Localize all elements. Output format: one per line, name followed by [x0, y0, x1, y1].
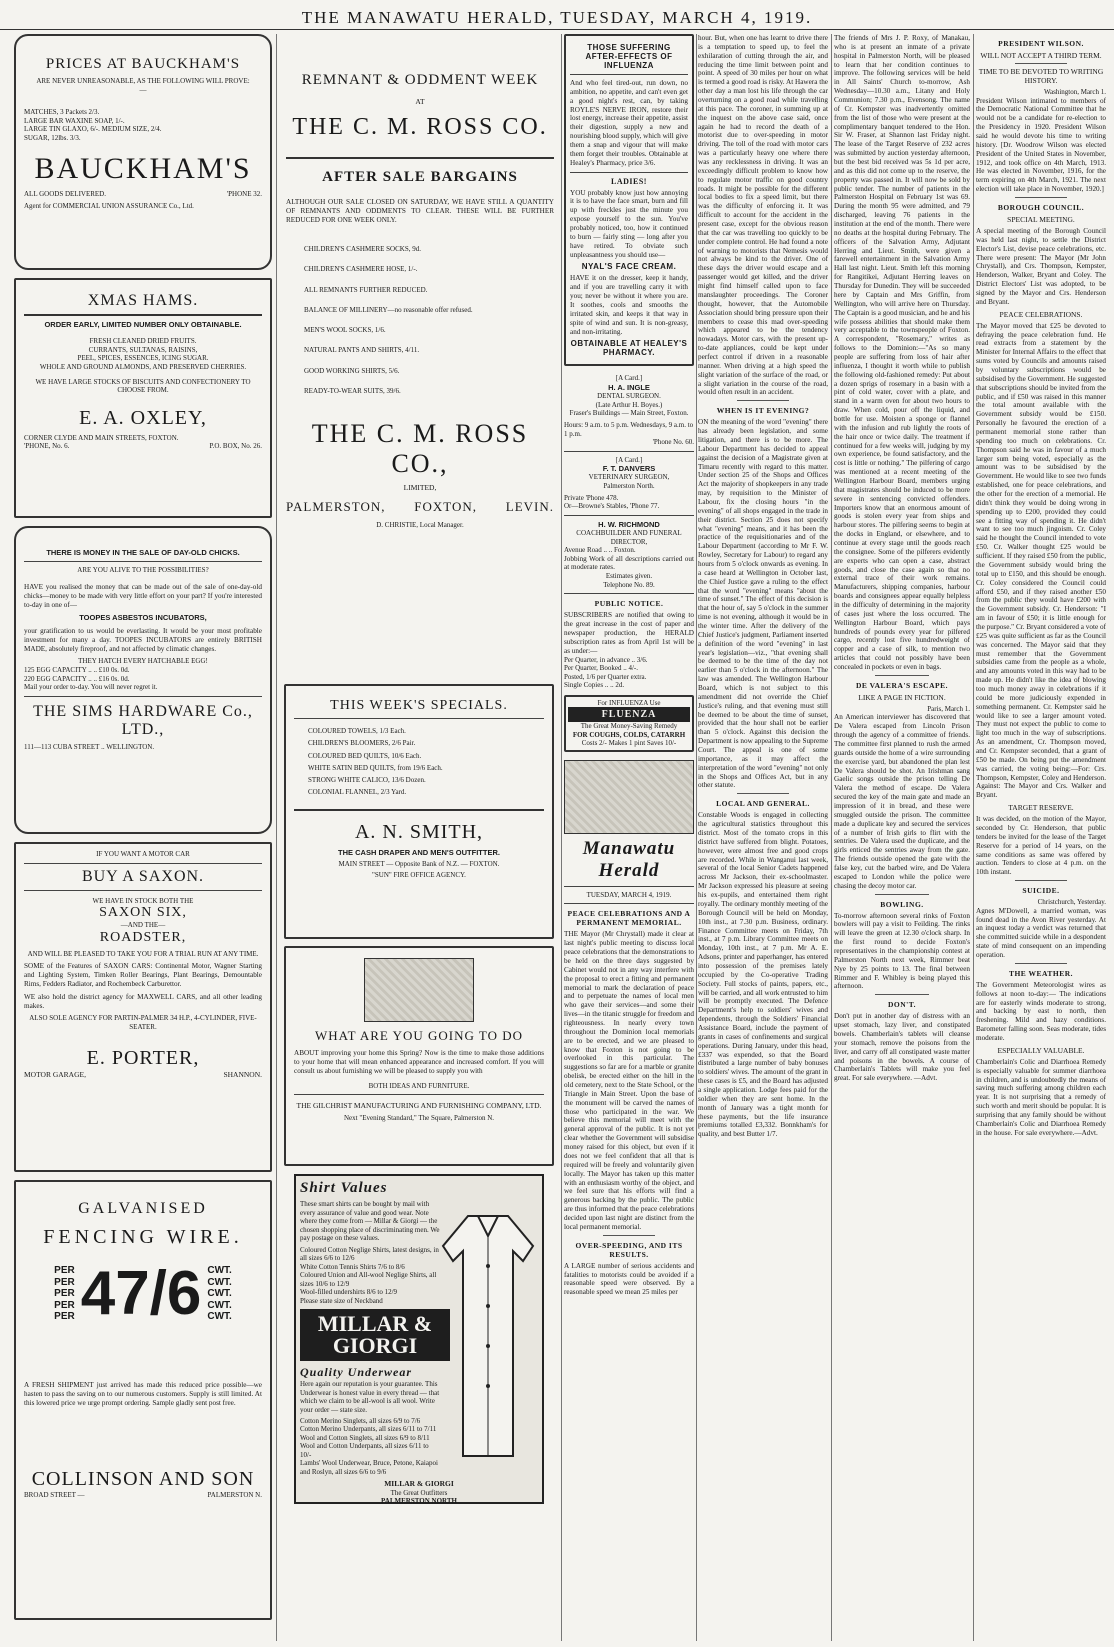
order-note: Mail your order to-day. You will never regret it.	[24, 683, 158, 692]
stock-note: WE HAVE IN STOCK BOTH THE	[92, 896, 194, 905]
ladies-body: YOU probably know just how annoying it is to have the face smart, burn and fill up with freckles just the minute you expose yourself to the sun. You've probably noticed, too, how it continued to burn — fairly sting — long after you have retired. To obviate such unpleasantness you should use—	[570, 188, 688, 259]
store-towns	[286, 499, 554, 515]
agency-note: "SUN" FIRE OFFICE AGENCY.	[372, 871, 466, 880]
product-line: FRESH CLEANED DRIED FRUITS.	[89, 337, 197, 346]
ad-at: AT	[415, 97, 425, 106]
rate-item: Single Copies .. .. 2d.	[564, 681, 625, 690]
rate-item: Posted, 1/6 per Quarter extra.	[564, 672, 647, 681]
rate-item: Per Quarter, Booked .. 4/-.	[564, 664, 638, 673]
price-item: LARGE BAR WAXINE SOAP, 1/-.	[24, 116, 125, 125]
dentist-name: H. A. INGLE	[608, 383, 650, 393]
per-label: PER	[54, 1276, 75, 1288]
ross-sale-ad	[280, 72, 560, 529]
po-box: P.O. BOX, No. 26.	[209, 442, 262, 451]
bargain-item: ALL REMNANTS FURTHER REDUCED.	[304, 285, 428, 294]
vet-phone: Private 'Phone 478.	[564, 493, 619, 502]
store-name: A. N. SMITH,	[354, 820, 484, 843]
bargain-item: READY-TO-WEAR SUITS, 39/6.	[304, 387, 401, 396]
article-heading: OVER-SPEEDING, AND ITS RESULTS.	[575, 1240, 683, 1259]
garage-town: SHANNON.	[223, 1070, 262, 1080]
dentist-hours: Hours: 9 a.m. to 5 p.m. Wednesdays, 9 a.m. to 1 p.m.	[564, 420, 694, 438]
ad-subtitle: ORDER EARLY, LIMITED NUMBER ONLY OBTAINABLE.	[44, 320, 242, 329]
rate-item: Per Quarter, in advance .. 3/6.	[564, 655, 648, 664]
cwt-label: CWT.	[207, 1288, 232, 1300]
cwt-label: CWT.	[207, 1276, 232, 1288]
company-name: THE GILCHRIST MANUFACTURING AND FURNISHING COMPANY, LTD.	[296, 1101, 542, 1111]
dentist-phone: 'Phone No. 60.	[652, 438, 694, 447]
dentist-address: Fraser's Buildings — Main Street, Foxton.	[569, 409, 689, 418]
phone-number: 'PHONE 32.	[226, 190, 262, 199]
article-heading: PRESIDENT WILSON.	[998, 39, 1084, 48]
town-name: PALMERSTON,	[286, 498, 386, 514]
fluenza-kicker: For INFLUENZA Use	[597, 698, 661, 707]
coachbuilder-body: Jobbing Work of all descriptions carried out at moderate rates.	[564, 554, 694, 572]
product-line: WHOLE AND GROUND ALMONDS, AND PRESERVED CHERRIES.	[39, 362, 247, 371]
store-name: E. PORTER,	[86, 1047, 200, 1070]
millar-giorgi-ad	[294, 1174, 544, 1504]
model-name: SAXON SIX,	[99, 905, 187, 921]
article-heading: THE WEATHER.	[1008, 968, 1074, 978]
ad-title: THOSE SUFFERING AFTER-EFFECTS OF INFLUENZA	[585, 43, 673, 70]
coachbuilder-title: COACHBUILDER AND FUNERAL DIRECTOR,	[576, 528, 682, 546]
card-label: [A Card.]	[615, 455, 643, 464]
local-manager: D. CHRISTIE, Local Manager.	[376, 520, 464, 529]
per-labels	[54, 1265, 75, 1323]
column-rule	[276, 34, 277, 1641]
bargain-item: MEN'S WOOL SOCKS, 1/6.	[304, 326, 386, 335]
bargain-item: GOOD WORKING SHIRTS, 5/6.	[304, 366, 400, 375]
ad-subtitle: ARE NEVER UNREASONABLE, AS THE FOLLOWING WILL PROVE:—	[36, 77, 250, 94]
town-name: FOXTON,	[414, 498, 477, 514]
garage-name: MOTOR GARAGE,	[24, 1070, 86, 1080]
article-body: Constable Woods is engaged in collecting the agricultural statistics throughout this district. Most of the tomato crops in this district have suffered from blight. Potatoes, however, were almost free and good crops are recorded. While in Wanganui last week, several of the local Senior Cadets happened across Mr Jackson, their ex-schoolmaster. Mr Jackson expressed his pleasure at seeing his ex-pupils, and entertained them right royally. The ordinary monthly meeting of the Borough Council will be held on Monday, 10th inst., at 7.30 p.m. Business, ordinary. Finance Committee meets on Friday, 7th inst., at 7 p.m. Library Committee meets on Monday, 10th inst., at 7 p.m. Mr A. E. Adsons, printer and paperhanger, has entered into possession of the premises lately occupied by the Co-operative Trading Society. Full stocks of paints, papers, etc., will be carried, and all work entrusted to him will be promptly executed. The Defence Department's help to soldiers' wives and dependents, through the Soldiers' Financial Assistance Board, include the payment of grants in cases of confinements and surgical operations. During January, under this head, £337 was expended, so that the Board distributed a large number of baby bonuses to soldiers' wives. The amount of the grant in these cases is £5, and the Board has adjusted a single application. Lodge fees paid for the soldier when they are sent home. In the month of January was a tight month for these payments, but the life insurance premiums totalled £3,332. Bonnkham's for quality, and best Butter 1/7.	[698, 811, 828, 1139]
furniture-illustration	[364, 958, 474, 1022]
column-rule	[561, 34, 562, 1641]
sole-agency: ALSO SOLE AGENCY FOR PARTIN-PALMER 34 H.P., 4-CYLINDER, FIVE-SEATER.	[29, 1014, 257, 1031]
store-street: BROAD STREET —	[24, 1490, 85, 1499]
capacity-price: 220 EGG CAPACITY .. .. £16 0s. 0d.	[24, 674, 130, 683]
store-tagline: The Great Outfitters	[390, 1488, 448, 1497]
cwt-labels	[207, 1265, 231, 1323]
store-address: CORNER CLYDE AND MAIN STREETS, FOXTON.	[24, 433, 179, 442]
article-subheading: LIKE A PAGE IN FICTION.	[858, 692, 946, 702]
special-item: COLOURED BED QUILTS, 10/6 Each.	[308, 751, 422, 760]
shirt-item: Coloured Cotton Neglige Shirts, latest designs, in all sizes 6/6 to 12/6	[300, 1245, 439, 1263]
shirt-item: Coloured Union and All-wool Neglige Shirts, all sizes 10/6 to 12/9	[300, 1271, 437, 1288]
coachbuilder-address: Avenue Road .. .. Foxton.	[564, 546, 636, 555]
issue-date: TUESDAY, MARCH 4, 1919.	[586, 890, 672, 899]
brand-block: MILLAR & GIORGI	[300, 1309, 450, 1361]
ad-title: BUY A SAXON.	[81, 867, 205, 885]
article-body: hour. But, when one has learnt to drive there is a temptation to speed up, to feel the exhilaration of cutting through the air, and reducing the time limit between point and point. A speed of 30 miles per hour on what is termed a good road is risky. At Hawera the other day a man lost his life through the car overturning on a good road while travelling at this pace. The coroner, in summing up at the inquest on the above case said, once again he had to record the death of a motorist due to over-speeding in motor driving. The toll of the road with motor cars was a particularly heavy one where there was any recklessness in driving. It was an exceedingly difficult problem to know how to regulate motor traffic on good country roads. It might be possible for the different local bodies to fix a speed limit, but there was the difficulty of enforcing it. It was difficult to account for the accident in the present case, except for the obvious reason that the car was travelling too quickly to be under complete control. He had found a note of warning to motorists that Nemesis would not always be kind to the driver. One of these days the driver would escape and a passenger would get killed, and the driver might find himself called upon to face manslaughter proceedings. The Coroner thought, however, that the Automobile Association should bring pressure upon their members to cease this mad over-speeding which appeared to be the tendency nowadays. Motor cars, with the present up-to-date appliances, could be kept under perfect control if driven in a reasonable manner. When driving at a high speed the slight variation of the surface of the road, or a slight variation in the course of the road, would often result in an accident.	[698, 34, 828, 397]
town-name: LEVIN.	[505, 498, 554, 514]
ad-body: HAVE you realised the money that can be made out of the sale of one-day-old chicks—money to be made with very little effort on your part? If you're interested to-day in one of—	[24, 582, 262, 609]
store-name: MILLAR & GIORGI	[384, 1479, 454, 1489]
shirt-item: Please state size of Neckband	[300, 1296, 383, 1305]
column-2	[280, 34, 560, 1641]
pharmacy-note: OBTAINABLE AT HEALEY'S PHARMACY.	[570, 339, 688, 358]
per-label: PER	[54, 1288, 75, 1300]
quality-title: Quality Underwear	[300, 1365, 413, 1380]
notice-heading: PUBLIC NOTICE.	[594, 599, 664, 609]
article-body: President Wilson intimated to members of the Democratic National Committee that he would not be a candidate for re-election to the Presidency in 1920. President Wilson said he would devote his time to writing history. [Dr. Woodrow Wilson was elected President of the United States in November, 1912, and took office on 4th March, 1913. He was elected in November, 1916, for the term expiring on 4th March, 1921. The next election will take place in November, 1920.]	[976, 96, 1106, 194]
special-item: CHILDREN'S BLOOMERS, 2/6 Pair.	[308, 739, 416, 748]
ad-title: THERE IS MONEY IN THE SALE OF DAY-OLD CHICKS.	[46, 548, 240, 557]
column-rule	[696, 34, 697, 1641]
gilchrist-ad	[284, 946, 554, 1166]
cwt-label: CWT.	[207, 1311, 232, 1323]
dateline: Washington, March 1.	[1043, 88, 1106, 96]
article-body: The friends of Mrs J. P. Roxy, of Manakau, who is at present an inmate of a private hospital in Palmerston North, will be pleased to learn that her condition continues to improve. The following services will be held in All Saints' Church to-morrow, Ash Wednesday—10.30 a.m., Litany and Holy Communion; 7.30 p.m., Evensong. The name of Cr. Kempster was inadvertently omitted from the list of those who were present at the complimentary banquet tendered to the Hon. Sir W. Fraser, at Shannon last Friday night. The lease of the Target Reserve of 232 acres was submitted by auction yesterday afternoon, but the best bid received was 5s 1d per acre, and as this did not come up to the reserve, the property was passed in. It will now be sold by public tender. The number of patients in the Palmerston Hospital on February 1st was 69. During the month 95 were admitted, and 79 discharged, leaving 76 patients in the institution at the end of the month. There were no deaths at the hospital during February. The officers of the Salvation Army, Adjutant Herring and Lieut. Smith, were given a farewell entertainment in the Salvation Army Hall last night. Lieut. Smith left this morning for Rangitikei, Adjutant Herring leaves on Thursday for Dunedin. They will be succeeded here by Captain and Mrs Griffin, from Wellington, who will arrive here on Thursday. The Captain is a good musician, and he and his wife possess abilities that should make them very acceptable to the townspeople of Foxton. A correspondent, "Rosemary," writes as follows to the Dominion:—"As so many people are suffering from loss of hair after influenza, I thought it worth while to publish the following old-fashioned remedy: Put about a dozen sprigs of rosemary in a basin with a pint of cold water, cover with a plate, and stand in a warm oven for about two hours to draw. When cold, pour off the liquid, and bottle for use. Moisten a sponge or flannel with the infusion and rub lightly the roots of the hair once or twice daily. The treatment if continued for a few weeks will, judging by my own experience, be found satisfactory, and the cost is little or nothing." The pilfering of cargo was mentioned at a recent meeting of the Wellington Harbour Board, members urging that magistrates should be induced to be more severe in sentencing convicted offenders. Importers know that an enormous amount of goods is stolen every year from ships and harbour stores. The pilfering seems to begin at the docks in England, or elsewhere, and to continue at every stage until the goods reach the consignee. Some of the pilferers evidently are experts who can open a case, abstract goods, and close the case again so that no external trace of their work remains. Manufacturers, shipping companies, harbour boards and consignees appear equally helpless in the difficulty of determining in the majority of cases just where the loss occurred. The Wellington Harbour Board, which pays hundreds of pounds every year for pilfered cargo, recently lost five hundredweight of copper and a case of silk, to mention two articles that could not possibly have been concealed in pockets or even in bags.	[834, 34, 970, 672]
article-heading: DON'T.	[887, 1000, 917, 1010]
agency-note: WE also hold the district agency for MAXWELL CARS, and all other leading makes.	[24, 992, 262, 1010]
collinson-ad	[14, 1180, 272, 1620]
article-heading: LOCAL AND GENERAL.	[716, 799, 810, 809]
article-subheading: SPECIAL MEETING.	[1007, 214, 1075, 224]
royles-nerve-iron-ad	[564, 34, 694, 366]
ad-kicker: REMNANT & ODDMENT WEEK	[301, 72, 539, 88]
fluenza-ad	[564, 695, 694, 752]
rate-list	[564, 656, 694, 690]
estimates-note: Estimates given.	[605, 572, 653, 581]
model-and: —AND THE—	[120, 921, 166, 930]
cwt-label: CWT.	[207, 1265, 232, 1277]
article-body: Don't put in another day of distress with an upset stomach, lazy liver, and constipated bowels. Chamberlain's tablets will cleanse your stomach, remove the poisons from the liver, and carry off all constipated waste matter and poisons in the bowels. A course of Chamberlain's Tablets will make you feel great. For sale everywhere. —Advt.	[834, 1012, 970, 1083]
delivery-note: ALL GOODS DELIVERED.	[24, 190, 106, 199]
article-body: THE Mayor (Mr Chrystall) made it clear at last night's public meeting to discuss local peace celebrations that the demonstrations to be held on the three days suggested by Cabinet would not in any way interfere with the proposal to erect a fitting and permanent memorial to mark the declaration of peace and to perpetuate the names of local men who gave their services—and some their lives—in the titanic struggle for freedom and righteousness. In nearly every town throughout the Dominion local memorials are to be erected, and we are pleased to know that Foxton is not going to be overlooked in this particular. The suggestions so far are for a marble or granite obelisk, be erected either on the hill in the old cemetery, next to the State School, or the Triangle in Main Street. Upon the base of the monument will be carved the names of those who participated in the war. We believe this memorial will meet with the general approval of the public. It is not yet clear whether the Government will subsidise money raised for this object, but even if it does not we feel confident that all that is required will be freely and voluntarily given locally. The Mayor has taken up this matter with an enthusiasm worthy of the object, and we feel sure that his efforts will find a generous backing by the public. The public are thus informed that the peace celebrations decided upon last night are distinct from the local permanent memorial.	[564, 930, 694, 1231]
coachbuilder-name: H. W. RICHMOND	[598, 519, 660, 529]
trial-note: AND WILL BE PLEASED TO TAKE YOU FOR A TRIAL RUN AT ANY TIME.	[27, 949, 259, 958]
shirt-item: Wool-filled undershirts 8/6 to 12/9	[300, 1288, 398, 1297]
special-item: COLONIAL FLANNEL, 2/3 Yard.	[308, 788, 407, 797]
vet-address: Palmerston North.	[603, 482, 655, 491]
store-name: THE C. M. ROSS CO.,	[311, 419, 529, 479]
ad-footer	[24, 442, 262, 451]
article-heading: BOWLING.	[880, 899, 924, 909]
product-line: PEEL, SPICES, ESSENCES, ICING SUGAR.	[77, 354, 209, 363]
agent-note: Agent for COMMERCIAL UNION ASSURANCE Co., Ltd.	[24, 201, 194, 210]
ad-footer	[24, 190, 262, 199]
vet-title: VETERINARY SURGEON,	[588, 473, 670, 482]
underwear-item: Wool and Cotton Underpants, all sizes 6/11 to 10/-	[300, 1442, 429, 1459]
price-item: SUGAR, 12lbs. 3/3.	[24, 133, 81, 142]
article-body: It was decided, on the motion of the Mayor, seconded by Cr. Henderson, that public tenders be invited for the lease of the Target Reserve for a period of 14 years, on the same conditions as same was offered by auction. Tenders to close at 4 p.m. on the 10th instant.	[976, 815, 1106, 877]
column-rule	[831, 34, 832, 1641]
store-address: MAIN STREET — Opposite Bank of N.Z. — FOXTON.	[338, 859, 500, 868]
special-item: WHITE SATIN BED QUILTS, from 19/6 Each.	[308, 763, 443, 772]
card-label: [A Card.]	[615, 374, 643, 383]
per-label: PER	[54, 1265, 75, 1277]
underwear-item: Cotton Merino Underpants, all sizes 6/11 to 7/11	[300, 1425, 437, 1434]
fluenza-price: Costs 2/- Makes 1 pint Saves 10/-	[581, 739, 677, 748]
store-name: THE C. M. ROSS CO.	[292, 114, 548, 141]
bauckham-ad	[14, 34, 272, 270]
product-name: TOOPES ASBESTOS INCUBATORS,	[79, 613, 207, 623]
ad-title: FENCING WIRE.	[43, 1226, 243, 1248]
underwear-price-list	[300, 1417, 440, 1477]
ad-title: AFTER SALE BARGAINS	[322, 169, 518, 186]
dentist-title: DENTAL SURGEON.	[597, 392, 661, 401]
ad-footer	[24, 1491, 262, 1500]
ad-title: XMAS HAMS.	[87, 292, 199, 309]
price-item: LARGE TIN GLAXO, 6/-. MEDIUM SIZE, 2/4.	[24, 125, 162, 134]
article-subheading: TARGET RESERVE.	[1008, 803, 1074, 813]
article-body: To-morrow afternoon several rinks of Foxton bowlers will pay a visit to Feilding. The rinks will leave the green at 12.30 o'clock sharp. In the first round to decide Foxton's representatives in the championship contest at Palmerston North next week, Rimmer beat Nye by 25 points to 13. The final between Rimmer and F. Whibley is being played this afternoon.	[834, 911, 970, 991]
store-town: PALMERSTON N.	[207, 1490, 262, 1499]
coachbuilder-phone: Telephone No. 89.	[603, 580, 655, 589]
article-subheading: WILL NOT ACCEPT A THIRD TERM.	[980, 51, 1102, 60]
ad-body: ALTHOUGH OUR SALE CLOSED ON SATURDAY, WE HAVE STILL A QUANTITY OF REMNANTS AND ODDMENTS TO CLEAR. THESE WILL BE FURTHER REDUCED FOR ONE WEEK ONLY.	[286, 198, 554, 225]
store-name: THE SIMS HARDWARE Co.,	[33, 702, 253, 720]
bedroom-illustration	[564, 760, 694, 834]
article-body: The Government Meteorologist wires as follows at noon to-day:— The indications are for easterly winds moderate to strong, and backing by east to north, then freshening. Mild and hazy conditions. Barometer falling soon. Seas moderate, tides moderate.	[976, 980, 1106, 1042]
column-4	[698, 34, 828, 1641]
smith-ad	[284, 684, 554, 939]
porter-saxon-ad	[14, 842, 272, 1172]
price-list	[24, 108, 262, 142]
cream-body: HAVE it on the dresser, keep it handy, and if you are travelling carry it with you; never be without it where you are. It soothes, cools and smooths the irritated skin, and keeps it that way in spite of wind and sun. It is non-greasy, and non-irritating.	[570, 274, 688, 336]
price-item: MATCHES, 3 Packets 2/3.	[24, 108, 100, 117]
column-5	[834, 34, 970, 1641]
ad-title: THIS WEEK'S SPECIALS.	[330, 698, 508, 713]
quality-body: Here again our reputation is your guarantee. This Underwear is honest value in every thread — that which we claim to be all-wool is all wool. Write your order — state size.	[300, 1380, 440, 1414]
cwt-label: CWT.	[207, 1299, 232, 1311]
special-item: STRONG WHITE CALICO, 13/6 Dozen.	[308, 776, 426, 784]
ideas-note: BOTH IDEAS AND FURNITURE.	[368, 1081, 470, 1090]
company-address: Next "Evening Standard," The Square, Palmerston N.	[343, 1114, 495, 1123]
article-heading: SUICIDE.	[1022, 886, 1060, 896]
shirt-item: White Cotton Tennis Shirts 7/6 to 8/6	[300, 1262, 405, 1271]
model-name: ROADSTER,	[99, 929, 187, 945]
ad-footer	[24, 1070, 262, 1079]
article-body: An American interviewer has discovered that De Valera escaped from Lincoln Prison through the agency of a committee of friends. The committee first planned to rush the armed guards outside the home of a wire surrounding the exercise yard, but abandoned the plan lest De Valera should be shot. An Irishman sang Gaelic songs outside the prison telling De Valera the method of escape. De Valera secured the key of the main gate and made an impression of it in bread, and these were smuggled outside the prison. The committee made a duplicate key and secured the services of a number of Irish girls to flirt with the sentries. De Valera used the duplicate, and the girls enticed the sentries away from the gate. The friends outside opened the gate with the false key, cut the barbed wire, and De Valera escaped to London while the police were chasing the decoy motor car.	[834, 713, 970, 890]
bargain-item: CHILDREN'S CASHMERE HOSE, 1/-.	[304, 265, 418, 274]
ad-title: GALVANISED	[78, 1200, 208, 1217]
store-suffix: LTD.,	[121, 720, 165, 738]
article-body: A LARGE number of serious accidents and fatalities to motorists could be avoided if a reasonable speed were observed. By a reasonable speed we mean 25 miles per	[564, 1261, 694, 1297]
underwear-item: Cotton Merino Singlets, all sizes 6/9 to 7/6	[300, 1416, 421, 1425]
per-label: PER	[54, 1299, 75, 1311]
product-name: NYAL'S FACE CREAM.	[581, 262, 677, 272]
store-name: E. A. OXLEY,	[79, 406, 207, 429]
specials-list	[294, 725, 544, 799]
column-1	[14, 34, 272, 1641]
phone-number: 'PHONE, No. 6.	[24, 442, 70, 451]
sims-hardware-ad	[14, 526, 272, 834]
product-lines	[24, 337, 262, 394]
article-body: ON the meaning of the word "evening" there has already been legislation, and some litigation, and there is to be more. The Labour Department has decided to appeal against the decision of a Magistrate given at Timaru recently with regard to this matter. Under section 25 of the Shops and Offices Act the majority of shopkeepers in any trade may, by requisition to the Minister of Labour, fix the closing hours "in the evening" of all shops engaged in the trade in their district. Section 25 does not specify what "evening" means, and it has been the practice of the requisitionaries and of the Labour Department (according to Mr F. W. Rowley, Secretary for Labour) to regard any hours from 5 o'clock onwards as evening. In a case heard at Wellington in October last, the Chief Justice gave a ruling to the effect that the word "evening" means "about the time of sunset." The effect of this decision is that the hour of, say 5 o'clock in the summer time is not evening, although it would be in the winter time. After the delivery of the Chief Justice's judgment, Parliament inserted a definition of the word "evening" in last year's legislation—viz., "that evening shall be deemed to be the time of the day not earlier than 5 o'clock in the afternoon." The law was amended. The Wellington Harbour Board, which is not subject to this amendment did not override the Chief Justice's ruling, and that evening must still be deemed to be about the time of sunset, provided that the hour shall not be earlier than 5 o'clock. Against this decision the Department is now appealing to the Supreme Court. The appeal is one of some importance, as it may affect the interpretation of the word "evening" not only in the Shops and Offices Act, but in any other statute.	[698, 418, 828, 790]
underwear-item: Lambs' Wool Underwear, Bruce, Petone, Kaiapoi and Roslyn, all sizes 6/6 to 9/6	[300, 1459, 438, 1476]
column-6	[976, 34, 1106, 1641]
store-tagline: THE CASH DRAPER AND MEN'S OUTFITTER.	[338, 847, 500, 857]
bargain-item: BALANCE OF MILLINERY—no reasonable offer refused.	[304, 305, 473, 314]
vet-stables: Or—Browne's Stables, 'Phone 77.	[564, 502, 660, 511]
hatch-note: THEY HATCH EVERY HATCHABLE EGG!	[78, 657, 208, 666]
article-heading: WHEN IS IT EVENING?	[716, 406, 810, 416]
column-3	[564, 34, 694, 1641]
store-name: COLLINSON AND SON	[31, 1467, 255, 1490]
column-rule	[973, 34, 974, 1641]
ad-body: your gratification to us would be everlasting. It would be your most profitable investment for many a day. TOOPES INCUBATORS are entirely BRITISH MADE, absolutely fireproof, and not affected by climatic changes.	[24, 626, 262, 653]
article-heading: DE VALERA'S ESCAPE.	[856, 680, 948, 690]
wire-price: 47/6	[80, 1259, 202, 1328]
ad-body: And who feel tired-out, run down, no ambition, no appetite, and can't even get a good night's rest, can, by taking ROYLE'S NERVE IRON, restore their lost energy, increase their appetite, assist their digestion, supply a new and nourishing blood supply, which will give them a snap and vigour that will make them forget their troubles. Obtainable at Healey's Pharmacy, price 3/6.	[570, 79, 688, 167]
article-heading: PEACE CELEBRATIONS AND A PERMANENT MEMORIAL.	[567, 909, 691, 928]
bargain-item: NATURAL PANTS AND SHIRTS, 4/11.	[304, 346, 420, 355]
ad-title: WHAT ARE YOU GOING TO DO	[314, 1028, 524, 1043]
special-item: COLOURED TOWELS, 1/3 Each.	[308, 727, 406, 735]
bargain-item: CHILDREN'S CASHMERE SOCKS, 9d.	[304, 244, 421, 253]
underwear-item: Wool and Cotton Singlets, all sizes 6/9 to 8/11	[300, 1433, 430, 1442]
fluenza-sub: The Great Money-Saving Remedy	[580, 722, 678, 731]
features-note: SOME of the Features of SAXON CARS: Continental Motor, Wagner Starting and Lighting System, Timken Roller Bearings, Plant Bearings, Demountable Rims, Fedders Radiator, and Rochembeck Carburettor.	[24, 962, 262, 988]
article-body: A special meeting of the Borough Council was held last night, to settle the District Elector's List, devise peace celebrations, etc. There were present: The Mayor (Mr John Chrystall), and Crs. Thompson, Kempster, Henderson, Walker, Bryant and Coley. The District Electors' List was adopted, to be signed by the Mayor and Crs. Henderson and Bryant.	[976, 226, 1106, 306]
store-limited: LIMITED,	[403, 483, 437, 493]
product-line: CURRANTS, SULTANAS, RAISINS,	[88, 345, 198, 354]
shirt-illustration	[438, 1206, 538, 1466]
notice-body: SUBSCRIBERS are notified that owing to the great increase in the cost of paper and newspaper production, the HERALD subscription rates as from April 1st will be as under:—	[564, 611, 694, 655]
newspaper-title: Manawatu Herald	[582, 837, 676, 881]
ad-body: These smart shirts can be bought by mail with every assurance of value and good wear. Note where they come from — Millar & Giorgi — the chosen shopping place of discriminating men. We pay postage on these values.	[300, 1200, 440, 1243]
article-body: The Mayor moved that £25 be devoted to defraying the peace celebration fund. He read extracts from a statement by the Minister for Internal Affairs to the effect that sums voted by Councils and amounts raised by voluntary subscriptions would be subsidised by the Government. He suggested that subscriptions should be invited from the public, and if £50 was raised in this manner the total amount available with the Government subsidy would be £150. Personally he favoured the erection of a permanent memorial stone rather than spending too much on celebrations. Cr. Thompson said he was in favour of a much larger sum being voted, especially as the amount was to be subsidised by the Government. He would like to see two funds established, one for peace celebrations, and the other for the erection of a memorial. He didn't think they would be doing wrong in spending up to £200, provided they could see a fitting way of spending it. He didn't want to see too much jingoism. Cr. Coley said he thought the Council intended to vote £50. Cr. Walker thought £25 would be sufficient. If they raised £50 from the public, the Government subsidy would bring the total up to £150, and this should be enough. Cr. Coley considered the Council could afford £50, and if they raised another £50 from the public they would have £200 with the Government subsidy. Cr. Henderson: "I am in favour of £50; it is little enough for the purpose." Cr. Bryant considered a vote of £25 was quite sufficient as far as the Council was concerned. The Mayor said that they must remember that the Government subsidies came from the people as a whole, and any amounts voted in this way had to be made up. He didn't like the idea of blowing too much money away in celebrations if it could be more judiciously expended in something permanent. Cr. Kempster said he would like to see a larger amount voted. They must not expect the public to come to light too much in the way of subscriptions. As an amendment, Cr. Thompson moved, and Cr. Kempster seconded, that a grant of £50 be made. On being put the amendment was carried, the voting being:—For: Crs. Thompson, Kempster, Coley and Henderson. Against: The Mayor and Crs. Walker and Bryant.	[976, 321, 1106, 800]
bargain-list	[286, 239, 554, 401]
ad-kicker: IF YOU WANT A MOTOR CAR	[96, 850, 190, 858]
ad-title: Shirt Values	[300, 1180, 388, 1196]
store-address: PALMERSTON NORTH	[381, 1497, 457, 1506]
dentist-late: (Late Arthur H. Boyes.)	[595, 400, 663, 409]
per-label: PER	[54, 1311, 75, 1323]
store-address: 111—113 CUBA STREET .. WELLINGTON.	[24, 742, 155, 751]
dateline: Paris, March 1.	[927, 704, 970, 713]
article-subheading: TIME TO BE DEVOTED TO WRITING HISTORY.	[978, 67, 1104, 85]
fluenza-for: FOR COUGHS, COLDS, CATARRH	[572, 730, 686, 739]
article-subheading: PEACE CELEBRATIONS.	[999, 309, 1083, 319]
fluenza-brand: FLUENZA	[568, 707, 690, 722]
article-heading: BOROUGH COUNCIL.	[997, 202, 1085, 212]
article-body: Chamberlain's Colic and Diarrhoea Remedy is especially valuable for summer diarrhoea in children, and is undoubtedly the means of saving much suffering among children each year. It is not surprising that a remedy of such worth and merit should be popular. It is surprising that any family should be without Chamberlain's Colic and Diarrhoea Remedy in the house. For sale everywhere.—Advt.	[976, 1057, 1106, 1137]
oxley-ad	[14, 278, 272, 518]
masthead: THE MANAWATU HERALD, TUESDAY, MARCH 4, 1919.	[0, 8, 1114, 30]
dateline: Christchurch, Yesterday.	[1037, 898, 1106, 907]
ad-body: A FRESH SHIPMENT just arrived has made this reduced price possible—we hasten to pass the saving on to our numerous customers. Supply is still limited. At this lowered price we urge prompt ordering. Sample gladly sent post free.	[24, 1381, 262, 1407]
product-line: WE HAVE LARGE STOCKS OF BISCUITS AND CONFECTIONERY TO CHOOSE FROM.	[35, 377, 251, 395]
store-name: BAUCKHAM'S	[34, 152, 252, 186]
ad-title: PRICES AT BAUCKHAM'S	[45, 56, 241, 72]
ad-subtitle: ARE YOU ALIVE TO THE POSSIBILITIES?	[77, 566, 209, 575]
capacity-price: 125 EGG CAPACITY .. .. £10 0s. 0d.	[24, 665, 130, 674]
article-body: Agnes M'Dowell, a married woman, was found dead in the Avon River yesterday. At an inquest today a verdict was returned that she committed suicide while in a despondent state of mind consequent on an impending operation.	[976, 906, 1106, 959]
ad-body: ABOUT improving your home this Spring? Now is the time to make those additions to your home that will mean enhanced appearance and increased comfort. If you will consult us about furnishing we will be pleased to supply you with	[294, 1049, 544, 1075]
price-display	[24, 1259, 262, 1328]
vet-name: F. T. DANVERS	[602, 464, 656, 474]
shirt-price-list	[300, 1246, 440, 1306]
article-subheading: ESPECIALLY VALUABLE.	[997, 1045, 1085, 1055]
ladies-heading: LADIES!	[611, 176, 647, 186]
